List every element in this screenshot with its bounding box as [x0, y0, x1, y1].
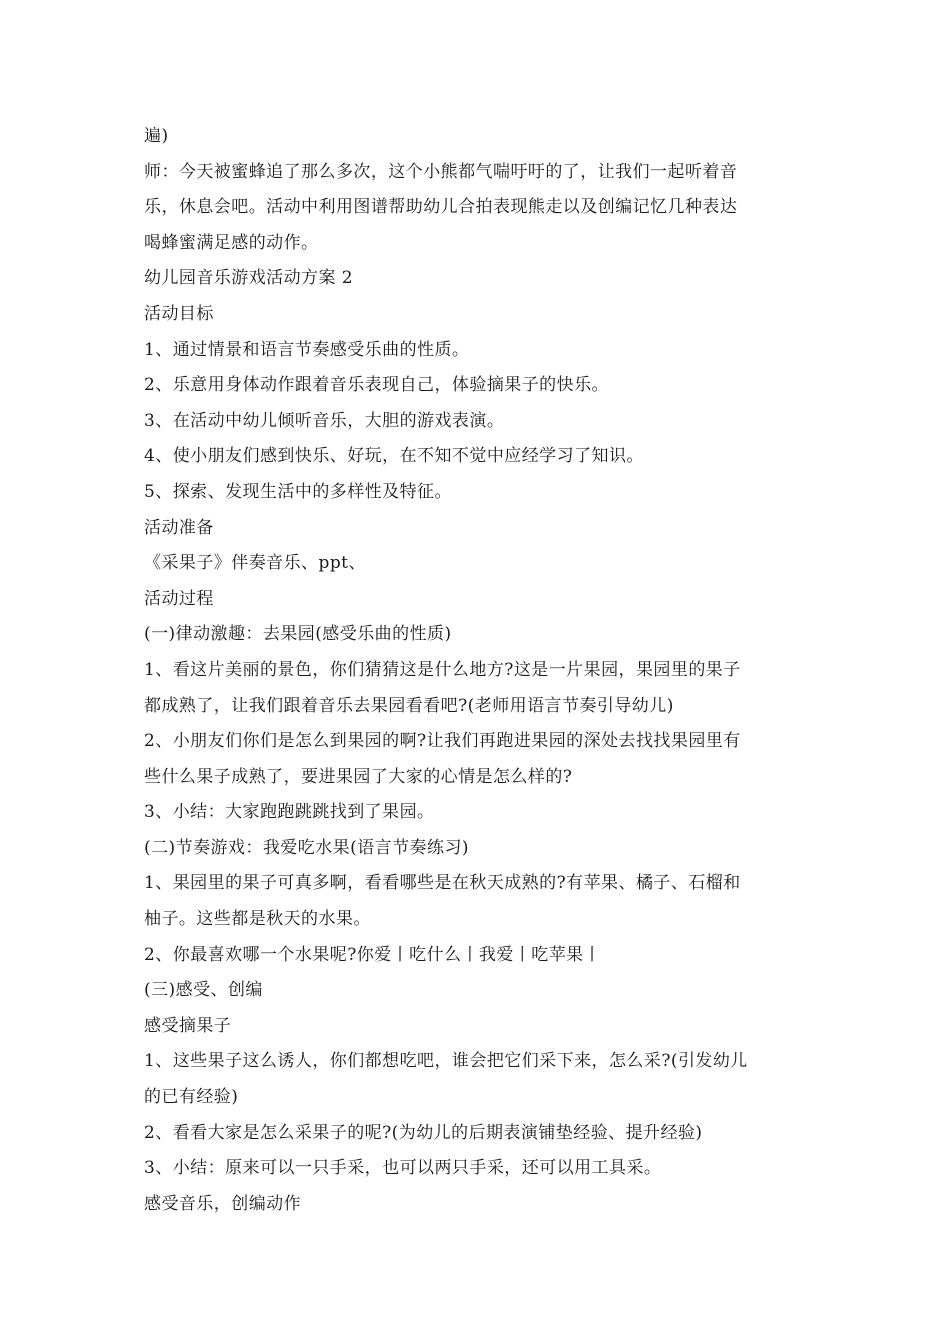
list-item: 1、看这片美丽的景色，你们猜猜这是什么地方?这是一片果园，果园里的果子 — [144, 659, 741, 680]
step-heading: (二)节奏游戏：我爱吃水果(语言节奏练习) — [144, 837, 469, 858]
list-item: 5、探索、发现生活中的多样性及特征。 — [144, 481, 452, 502]
list-item: 2、乐意用身体动作跟着音乐表现自己，体验摘果子的快乐。 — [144, 375, 609, 396]
subsection-heading: 活动过程 — [144, 588, 214, 609]
text-line: 喝蜂蜜满足感的动作。 — [144, 232, 319, 253]
subsection-heading: 感受音乐，创编动作 — [144, 1193, 302, 1214]
section-heading: 幼儿园音乐游戏活动方案 2 — [144, 268, 354, 289]
list-item: 2、看看大家是怎么采果子的呢?(为幼儿的后期表演铺垫经验、提升经验) — [144, 1122, 703, 1143]
document-body — [144, 119, 810, 1222]
list-item: 1、这些果子这么诱人，你们都想吃吧，谁会把它们采下来，怎么采?(引发幼儿 — [144, 1051, 748, 1072]
list-item: 3、在活动中幼儿倾听音乐，大胆的游戏表演。 — [144, 410, 505, 431]
list-item: 2、小朋友们你们是怎么到果园的啊?让我们再跑进果园的深处去找找果园里有 — [144, 731, 741, 752]
list-item: 4、使小朋友们感到快乐、好玩，在不知不觉中应经学习了知识。 — [144, 446, 644, 467]
text-line: 《采果子》伴奏音乐、ppt、 — [144, 553, 366, 574]
list-item: 3、小结：大家跑跑跳跳找到了果园。 — [144, 802, 435, 823]
text-line: 都成熟了，让我们跟着音乐去果园看看吧?(老师用语言节奏引导幼儿) — [144, 695, 674, 716]
text-line: 的已有经验) — [144, 1087, 239, 1108]
text-line: 遍) — [144, 126, 169, 146]
text-line: 师：今天被蜜蜂追了那么多次，这个小熊都气喘吁吁的了，让我们一起听着音 — [144, 161, 738, 182]
list-item: 1、果园里的果子可真多啊，看看哪些是在秋天成熟的?有苹果、橘子、石榴和 — [144, 873, 741, 894]
subsection-heading: 活动准备 — [144, 517, 214, 538]
text-line: 乐，休息会吧。活动中利用图谱帮助幼儿合拍表现熊走以及创编记忆几种表达 — [144, 197, 738, 218]
text-line: 柚子。这些都是秋天的水果。 — [144, 909, 371, 930]
list-item: 2、你最喜欢哪一个水果呢?你爱丨吃什么丨我爱丨吃苹果丨 — [144, 944, 602, 965]
list-item: 3、小结：原来可以一只手采，也可以两只手采，还可以用工具采。 — [144, 1158, 662, 1179]
step-heading: (一)律动激趣：去果园(感受乐曲的性质) — [144, 624, 452, 645]
step-heading: (三)感受、创编 — [144, 980, 263, 1001]
list-item: 1、通过情景和语言节奏感受乐曲的性质。 — [144, 339, 470, 360]
subsection-heading: 感受摘果子 — [144, 1015, 232, 1036]
subsection-heading: 活动目标 — [144, 303, 214, 324]
text-line: 些什么果子成熟了，要进果园了大家的心情是怎么样的? — [144, 766, 573, 787]
